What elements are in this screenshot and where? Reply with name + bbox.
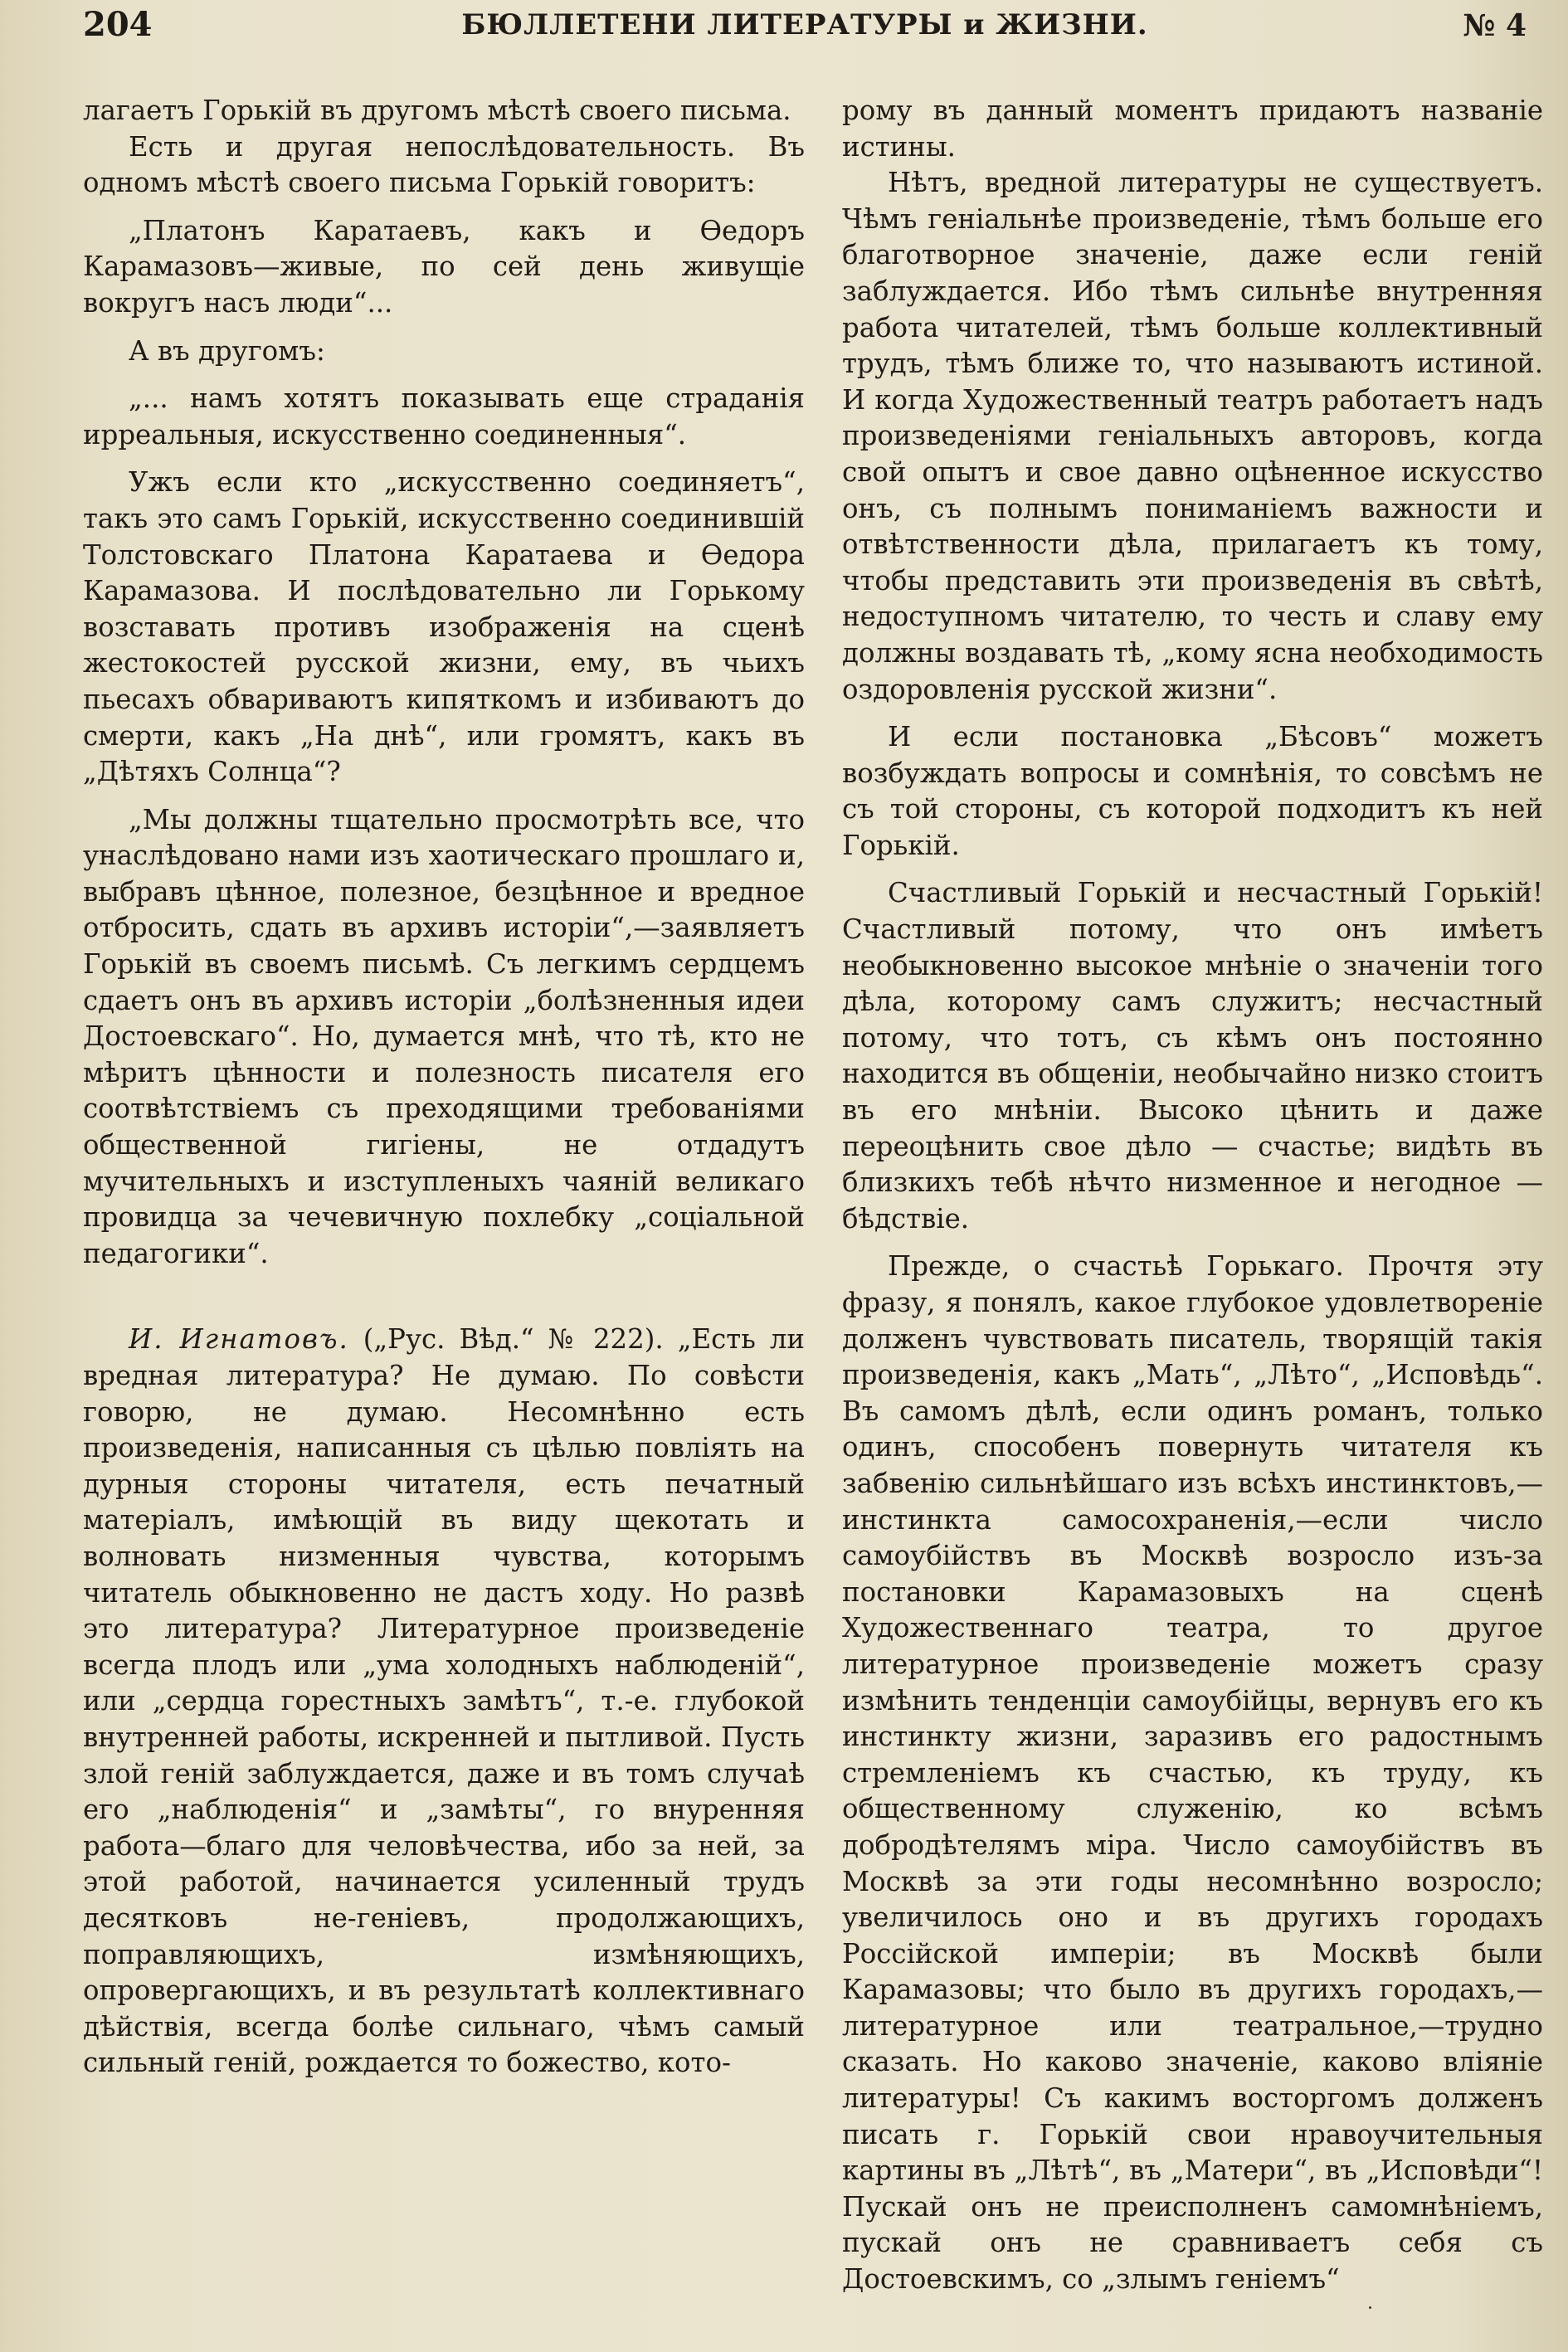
paragraph: лагаетъ Горькій въ другомъ мѣстѣ своего письма. (83, 95, 791, 126)
quote-paragraph: „... намъ хотятъ показывать еще страданія ирреальныя, искусственно соединенныя“. (83, 382, 805, 450)
right-column (842, 93, 1543, 2319)
quote-paragraph: „Мы должны тщательно просмотрѣть все, что унаслѣдовано нами изъ хаотическаго прошлаго и, выбравъ цѣнное, полезное, безцѣнное и вредное отбросить, сдать въ архивъ исторіи“,—заявляетъ Горькій въ своемъ письмѣ. Съ легкимъ сердцемъ сдаетъ онъ въ архивъ исторіи „болѣзненныя идеи Достоевскаго“. Но, думается мнѣ, что тѣ, кто не мѣритъ цѣнности и полезность писателя его соотвѣтствіемъ съ преходящими требованіями общественной гигіены, не отдадутъ мучительныхъ и изступленыхъ чаяній великаго провидца за чечевичную похлебку „соціальной педагогики“. (83, 803, 805, 1269)
issue-number: № 4 (1463, 8, 1527, 43)
author-entry (83, 1322, 805, 2081)
page-header (83, 5, 1527, 51)
running-title: БЮЛЛЕТЕНИ ЛИТЕРАТУРЫ и ЖИЗНИ. (461, 8, 1148, 41)
ink-speck (1369, 2306, 1371, 2309)
left-column (83, 93, 805, 2319)
author-name: И. Игнатовъ. (129, 1323, 349, 1356)
paragraph: Ужъ если кто „искусственно соединяетъ“, такъ это самъ Горькій, искусственно соединившій Толстовскаго Платона Каратаева и Ѳедора Карамазова. И послѣдовательно ли Горькому возставать противъ изображенія на сценѣ жестокостей русской жизни, ему, въ чьихъ пьесахъ обвариваютъ кипяткомъ и избиваютъ до смерти, какъ „На днѣ“, или громятъ, какъ въ „Дѣтяхъ Солнца“? (83, 466, 805, 788)
paragraph: Прежде, о счастьѣ Горькаго. Прочтя эту фразу, я понялъ, какое глубокое удовлетвореніе долженъ чувствовать писатель, творящій такія произведенія, какъ „Мать“, „Лѣто“, „Исповѣдь“. Въ самомъ дѣлѣ, если одинъ романъ, только одинъ, способенъ повернуть читателя къ забвенію сильнѣйшаго изъ всѣхъ инстинктовъ,— инстинкта самосохраненія,—если число самоубійствъ въ Москвѣ возросло изъ-за постановки Карамазовыхъ на сценѣ Художественнаго театра, то другое литературное произведеніе можетъ сразу измѣнить тенденціи самоубійцы, вернувъ его къ инстинкту жизни, заразивъ его радостнымъ стремленіемъ къ счастью, къ труду, къ общественному служенію, ко всѣмъ добродѣтелямъ міра. Число самоубійствъ въ Москвѣ за эти годы несомнѣнно возросло; увеличилось оно и въ другихъ городахъ Россійской имперіи; въ Москвѣ были Карамазовы; что было въ другихъ городахъ,— литературное или театральное,—трудно сказать. Но каково значеніе, каково вліяніе литературы! Съ какимъ восторгомъ долженъ писать г. Горькій свои нравоучительныя картины въ „Лѣтѣ“, въ „Матери“, въ „Исповѣди“! Пускай онъ не преисполненъ самомнѣніемъ, пускай онъ не сравниваетъ себя съ Достоевскимъ, со „злымъ геніемъ“ (842, 1250, 1543, 2296)
page-number: 204 (83, 5, 153, 44)
paragraph: И если постановка „Бѣсовъ“ можетъ возбуждать вопросы и сомнѣнія, то совсѣмъ не съ той стороны, съ которой подходитъ къ ней Горькій. (842, 721, 1543, 861)
paragraph: Есть и другая непослѣдовательность. Въ одномъ мѣстѣ своего письма Горькій говоритъ: (83, 130, 805, 199)
paragraph: Нѣтъ, вредной литературы не существуетъ. Чѣмъ геніальнѣе произведеніе, тѣмъ больше его благотворное значеніе, даже если геній заблуждается. Ибо тѣмъ сильнѣе внутренняя работа читателей, тѣмъ больше коллективный трудъ, тѣмъ ближе то, что называютъ истиной. И когда Художественный театръ работаетъ надъ произведеніями геніальныхъ авторовъ, когда свой опытъ и свое давно оцѣненное искусство онъ, съ полнымъ пониманіемъ важности и отвѣтственности дѣла, прилагаетъ къ тому, чтобы представить эти произведенія въ свѣтѣ, недоступномъ читателю, то честь и славу ему должны воздавать тѣ, „кому ясна необходимость оздоровленія русской жизни“. (842, 167, 1543, 705)
quote-paragraph: „Платонъ Каратаевъ, какъ и Ѳедоръ Карамазовъ—живые, по сей день живущіе вокругъ насъ люди“... (83, 214, 805, 319)
paragraph: А въ другомъ: (129, 334, 325, 367)
paragraph: рому въ данный моментъ придаютъ названіе истины. (842, 95, 1543, 163)
paragraph: Счастливый Горькій и несчастный Горькій! Счастливый потому, что онъ имѣетъ необыкновенно высокое мнѣніе о значеніи того дѣла, которому самъ служитъ; несчастный потому, что тотъ, съ кѣмъ онъ постоянно находится въ общеніи, необычайно низко стоитъ въ его мнѣніи. Высоко цѣнить и даже переоцѣнить свое дѣло — счастье; видѣть въ близкихъ тебѣ нѣчто низменное и негодное — бѣдствіе. (842, 877, 1543, 1234)
author-entry-text: „Есть ли вредная литература? Не думаю. По совѣсти говорю, не думаю. Несомнѣнно есть произведенія, написанныя съ цѣлью повліять на дурныя стороны читателя, есть печатный матеріалъ, имѣющій въ виду щекотать и волновать низменныя чувства, которымъ читатель обыкновенно не дастъ ходу. Но развѣ это литература? Литературное произведеніе всегда плодъ или „ума холодныхъ наблюденій“, или „сердца горестныхъ замѣтъ“, т.-е. глубокой внутренней работы, искренней и пытливой. Пусть злой геній заблуждается, даже и въ томъ случаѣ его „наблюденія“ и „замѣты“, го внуренняя работа—благо для человѣчества, ибо за ней, за этой работой, начинается усиленный трудъ десятковъ не-геніевъ, продолжающихъ, поправляющихъ, измѣняющихъ, опровергающихъ, и въ результатѣ коллективнаго дѣйствія, всегда болѣе сильнаго, чѣмъ самый сильный геній, рождается то божество, кото- (83, 1323, 805, 2079)
source-citation: („Рус. Вѣд.“ № 222). (363, 1323, 664, 1356)
